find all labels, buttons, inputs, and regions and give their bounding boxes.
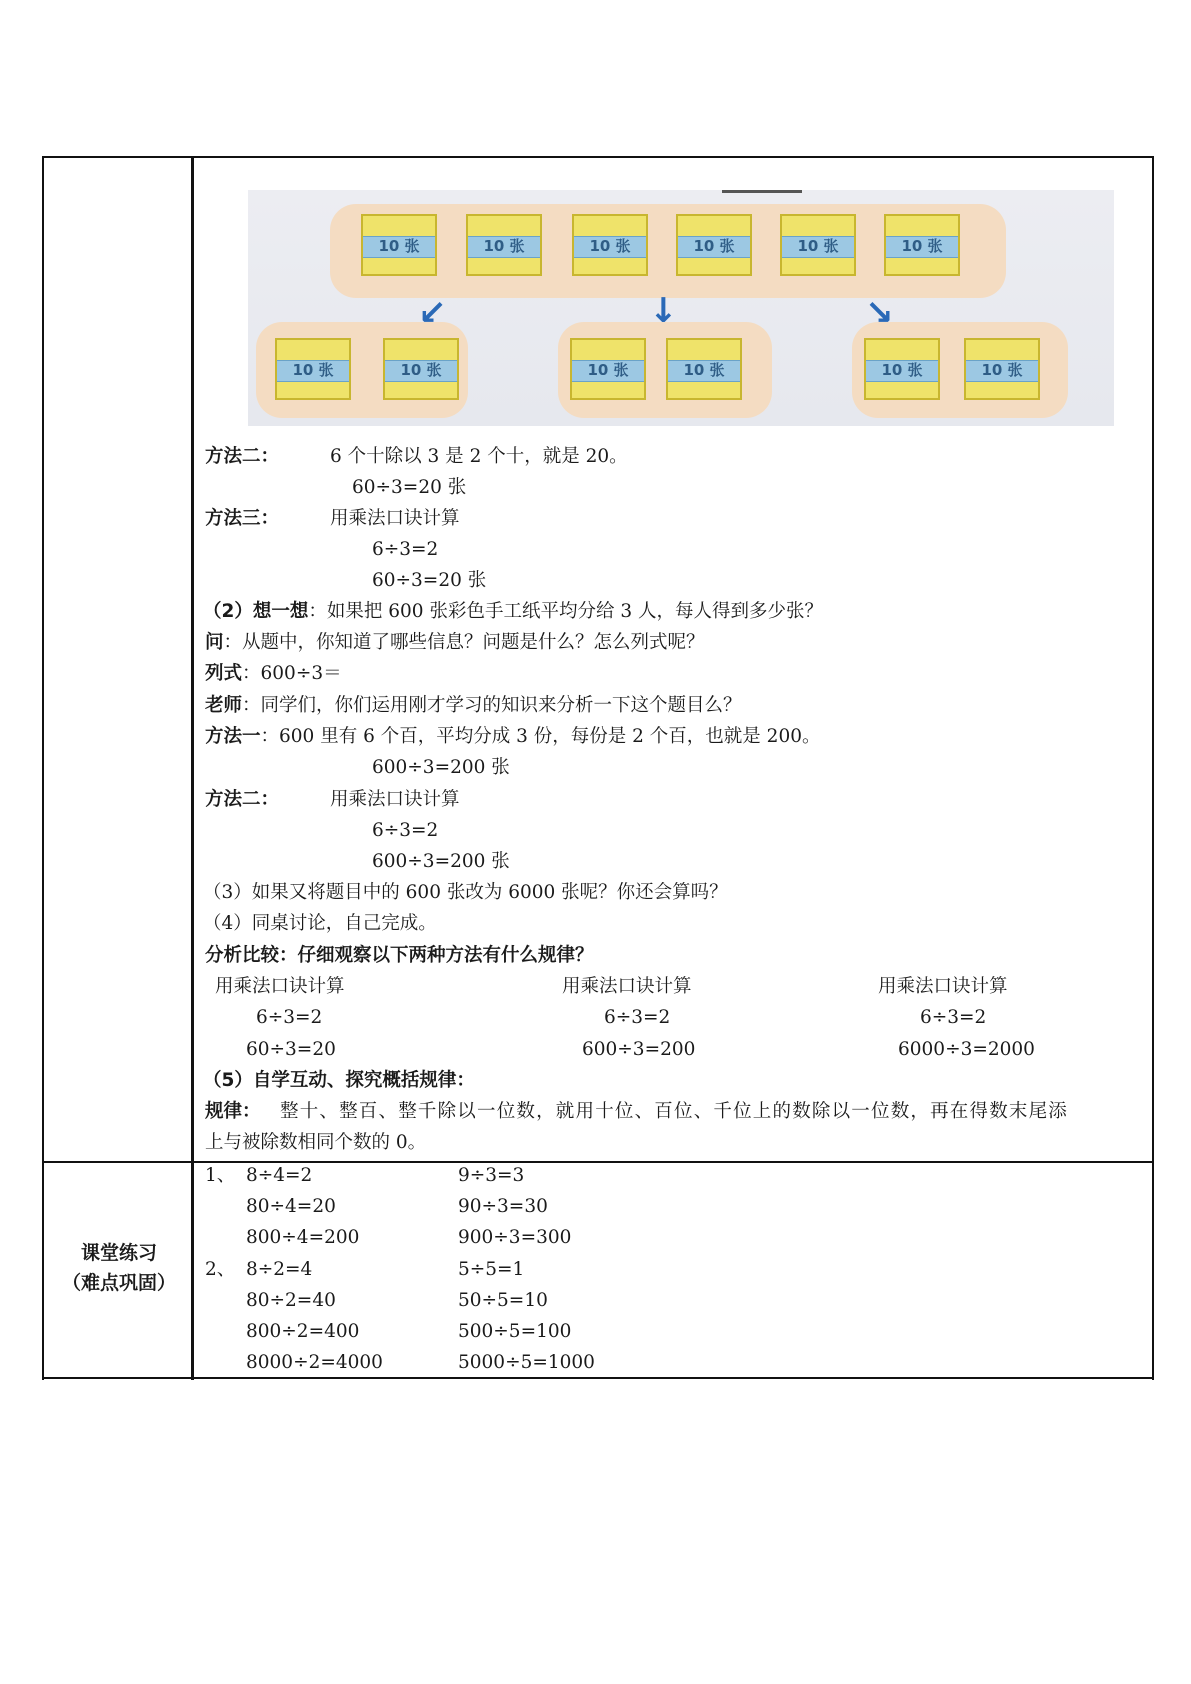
method-2-equation: 60÷3=20 张 (352, 477, 467, 498)
method-1b-equation: 600÷3=200 张 (372, 757, 510, 778)
question-3: （3）如果又将题目中的 600 张改为 6000 张呢？你还会算吗？ (203, 882, 728, 903)
paper-stack-card: 10 张 (572, 214, 648, 276)
practice-2b-row-1: 5÷5=1 (458, 1259, 525, 1280)
paper-stack-card: 10 张 (964, 338, 1040, 400)
paper-stack-card: 10 张 (361, 214, 437, 276)
formula-text: ：600÷3＝ (242, 663, 342, 684)
compare-col1-title: 用乘法口诀计算 (215, 976, 345, 997)
practice-1b-row-3: 900÷3=300 (458, 1227, 572, 1248)
paper-division-illustration (248, 190, 1114, 426)
table-border-bottom (42, 1377, 1154, 1379)
method-2b-text: 用乘法口诀计算 (330, 789, 460, 810)
compare-col3-eq1: 6÷3=2 (920, 1007, 987, 1028)
method-3-equation-2: 60÷3=20 张 (372, 570, 487, 591)
compare-col3-eq2: 6000÷3=2000 (898, 1039, 1035, 1060)
compare-heading: 分析比较：仔细观察以下两种方法有什么规律？ (205, 945, 594, 966)
teacher-text: ：同学们，你们运用刚才学习的知识来分析一下这个题目么？ (242, 695, 742, 716)
ask-text: ：从题中，你知道了哪些信息？问题是什么？怎么列式呢？ (223, 632, 705, 653)
compare-col1-eq2: 60÷3=20 (246, 1039, 336, 1060)
method-3-label: 方法三： (205, 508, 280, 529)
rule-label: 规律： (205, 1101, 261, 1122)
practice-1a-row-3: 800÷4=200 (246, 1227, 360, 1248)
rule-text-line-1: 整十、整百、整千除以一位数，就用十位、百位、千位上的数除以一位数，再在得数末尾添 (280, 1101, 1069, 1122)
practice-2b-row-3: 500÷5=100 (458, 1321, 572, 1342)
compare-col2-eq1: 6÷3=2 (604, 1007, 671, 1028)
practice-1b-row-1: 9÷3=3 (458, 1165, 525, 1186)
practice-label-line-1: 课堂练习 (80, 1242, 157, 1264)
compare-col3-title: 用乘法口诀计算 (878, 976, 1008, 997)
practice-1a-row-1: 8÷4=2 (246, 1165, 313, 1186)
arrow-down-left-icon: ↙ (418, 293, 447, 333)
practice-item-1-number: 1、 (205, 1165, 236, 1186)
method-1b-text: ：600 里有 6 个百，平均分成 3 份，每份是 2 个百，也就是 200。 (260, 726, 821, 747)
method-1b-label: 方法一 (205, 726, 261, 747)
paper-stack-card: 10 张 (864, 338, 940, 400)
formula-line (205, 660, 342, 688)
teacher-line (205, 692, 742, 720)
method-3-equation-1: 6÷3=2 (372, 539, 439, 560)
rule-text-line-2: 上与被除数相同个数的 0。 (205, 1132, 427, 1153)
method-3-text: 用乘法口诀计算 (330, 508, 460, 529)
question-2-text: ：如果把 600 张彩色手工纸平均分给 3 人，每人得到多少张？ (308, 601, 823, 622)
arrow-down-icon: ↓ (649, 291, 678, 331)
method-2-label: 方法二： (205, 446, 280, 467)
practice-label (44, 1238, 194, 1298)
compare-col2-title: 用乘法口诀计算 (562, 976, 692, 997)
practice-1a-row-2: 80÷4=20 (246, 1196, 336, 1217)
practice-2b-row-2: 50÷5=10 (458, 1290, 548, 1311)
paper-stack-card: 10 张 (383, 338, 459, 400)
formula-label: 列式 (205, 663, 243, 684)
ask-line (205, 629, 705, 657)
arrow-down-right-icon: ↘ (865, 293, 894, 333)
practice-item-2-number: 2、 (205, 1259, 236, 1280)
method-2b-label: 方法二： (205, 789, 280, 810)
question-4: （4）同桌讨论，自己完成。 (203, 913, 437, 934)
paper-stack-card: 10 张 (466, 214, 542, 276)
practice-2a-row-1: 8÷2=4 (246, 1259, 313, 1280)
practice-1b-row-2: 90÷3=30 (458, 1196, 548, 1217)
method-2-text: 6 个十除以 3 是 2 个十，就是 20。 (330, 446, 628, 467)
table-border-left (42, 156, 44, 1380)
ask-label: 问 (205, 632, 224, 653)
compare-col2-eq2: 600÷3=200 (582, 1039, 696, 1060)
table-border-top (42, 156, 1154, 158)
teacher-label: 老师 (205, 695, 243, 716)
table-column-divider (191, 156, 194, 1380)
question-5: （5）自学互动、探究概括规律： (203, 1070, 475, 1091)
practice-label-line-2: （难点巩固） (61, 1272, 176, 1294)
paper-stack-card: 10 张 (570, 338, 646, 400)
paper-stack-card: 10 张 (676, 214, 752, 276)
practice-2a-row-2: 80÷2=40 (246, 1290, 336, 1311)
table-border-right (1152, 156, 1154, 1380)
paper-stack-card: 10 张 (780, 214, 856, 276)
method-2b-equation-2: 600÷3=200 张 (372, 851, 510, 872)
question-2 (203, 598, 823, 626)
practice-2a-row-4: 8000÷2=4000 (246, 1352, 383, 1373)
illustration-top-mark (722, 190, 802, 193)
paper-stack-card: 10 张 (884, 214, 960, 276)
method-2b-equation-1: 6÷3=2 (372, 820, 439, 841)
paper-stack-card: 10 张 (275, 338, 351, 400)
practice-2b-row-4: 5000÷5=1000 (458, 1352, 595, 1373)
question-2-label: （2）想一想 (203, 601, 309, 622)
paper-stack-card: 10 张 (666, 338, 742, 400)
practice-2a-row-3: 800÷2=400 (246, 1321, 360, 1342)
method-1b-line (205, 723, 821, 751)
compare-col1-eq1: 6÷3=2 (256, 1007, 323, 1028)
